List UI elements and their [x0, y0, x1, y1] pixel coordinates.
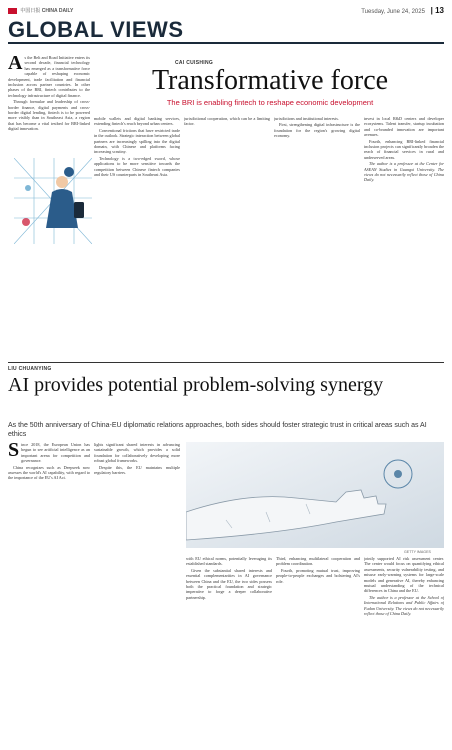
paragraph: ince 2018, the European Union has begun to see artificial intelligence as an important arena for competition and governance.	[21, 442, 90, 464]
paragraph: Third, enhancing multilateral cooperation and problem coordination.	[276, 556, 360, 567]
paragraph: First, strengthening digital infrastructure is the foundation for the region's growing digital economy.	[274, 122, 360, 139]
article2-column-3	[186, 556, 272, 742]
article2-column-5	[364, 556, 444, 742]
issue-date: Tuesday, June 24, 2025	[361, 9, 425, 15]
paragraph: s the Belt and Road Initiative enters its second decade, financial technology has emerged as a transformative force capable of reshaping economic development, trade facilitation and financial inclusion across partner countries. In other phases of the BRI, fintech contributes to the technology infrastructure of digital finance.	[8, 55, 90, 98]
paragraph: mobile wallets and digital banking services, extending fintech's reach beyond urban centers.	[94, 116, 180, 127]
paragraph: jurisdictions and institutional interests.	[274, 116, 339, 121]
article1-headline: Transformative force	[151, 65, 389, 96]
section-title: GLOBAL VIEWS	[8, 17, 184, 42]
author-note: The author is a professor at the School of International Relations and Public Affairs of Fudan University. The views do not necessarily reflect those of China Daily.	[364, 594, 444, 617]
robot-hand-photo-icon	[186, 442, 444, 548]
article1-illustration	[14, 158, 92, 244]
fintech-illustration-icon	[14, 158, 92, 244]
paragraph: Fourth, promoting mutual trust, improving people-to-people exchanges and bolstering AI's role.	[276, 567, 360, 584]
paragraph: Conventional frictions that have restricted trade in the outlook. Strategic interaction between global partners are increasingly spilling into the digital domain, with Chinese and platforms facing increasing scrutiny.	[94, 127, 180, 155]
paper-name: CHINA DAILY	[41, 8, 74, 14]
paragraph: Through formulae and leadership of cross-border finance, digital payments and cross-border digital lending, fintech is to be powered more visibly than in Southeast Asia, a region that has become a vital testbed for BRI-linked digital innovation.	[8, 99, 90, 132]
paragraph: lights significant shared interests in advancing sustainable growth, which provides a solid foundation for collaboratively developing more robust global frameworks.	[94, 442, 180, 464]
paragraph: Despite this, the EU maintains multiple regulatory barriers.	[94, 464, 180, 476]
page-topbar	[8, 6, 444, 16]
paragraph: jurisdictional cooperation, which can be a limiting factor.	[184, 116, 270, 127]
paper-brand	[8, 7, 73, 14]
photo-credit: GETTY IMAGES	[404, 550, 431, 554]
paper-name-cn: 中国日报	[20, 8, 41, 14]
article1-deck: The BRI is enabling fintech to reshape economic development	[166, 98, 374, 107]
paragraph: Fourth, enhancing BRI-linked financial inclusion projects can significantly broaden the reach of financial services in rural and underserved areas.	[364, 138, 444, 160]
page-info: Tuesday, June 24, 2025 | 13	[361, 6, 444, 15]
article2-headline: AI provides potential problem-solving synergy	[8, 374, 384, 396]
paragraph: China recognizes such as Deepseek now assesses the world's AI capability, with regard to the importance of the EU's AI Act.	[8, 464, 90, 481]
china-daily-logo-icon	[8, 8, 17, 14]
paragraph: invest in local R&D centers and developer ecosystems. Talent transfer, startup incubation and co-branded innovation are important avenues.	[364, 116, 444, 138]
article1-byline: CAI CUISHING	[175, 60, 214, 66]
article2-byline: LIU CHUANYING	[8, 366, 52, 372]
article2-column-1	[8, 442, 90, 742]
paragraph: Given the substantial shared interests and essential complementarities in AI governance between China and the EU, the two sides possess both the practical foundation and strategic imperative to forge a deeper collaborative partnership.	[186, 567, 272, 600]
article1-column-3	[184, 116, 270, 354]
article2-photo	[186, 442, 444, 548]
article1-column-4	[274, 116, 360, 354]
article2-column-2	[94, 442, 180, 742]
article-divider	[8, 362, 444, 363]
article1-column-5	[364, 116, 444, 354]
author-note: The author is a professor at the Center for ASEAN Studies in Guangxi University. The views do not necessarily reflect those of China Daily.	[364, 161, 444, 183]
paragraph: Technology is a two-edged sword, whose applications to be more sensitive towards the competition between Chinese fintech companies and their US counterparts in Southeast Asia.	[94, 155, 180, 178]
article2-column-4	[276, 556, 360, 742]
article2-deck: As the 50th anniversary of China-EU diplomatic relations approaches, both sides should foster strategic trust in critical areas such as AI ethics	[8, 422, 427, 438]
paragraph: with EU ethical norms, potentially leveraging its established standards.	[186, 556, 272, 567]
masthead-rule	[8, 42, 444, 44]
article1-column-2	[94, 116, 180, 354]
page-number: 13	[435, 6, 444, 15]
article2-dropcap: S	[8, 442, 20, 461]
article1-dropcap: A	[8, 55, 23, 74]
paragraph: jointly supported AI risk assessment center. The center would focus on quantifying ethical assessments, security vulnerability testing, and misuse early-warning systems for large-scale models and generative AI, thereby enhancing mutual understanding of the technical differences in China and the EU.	[364, 556, 444, 594]
